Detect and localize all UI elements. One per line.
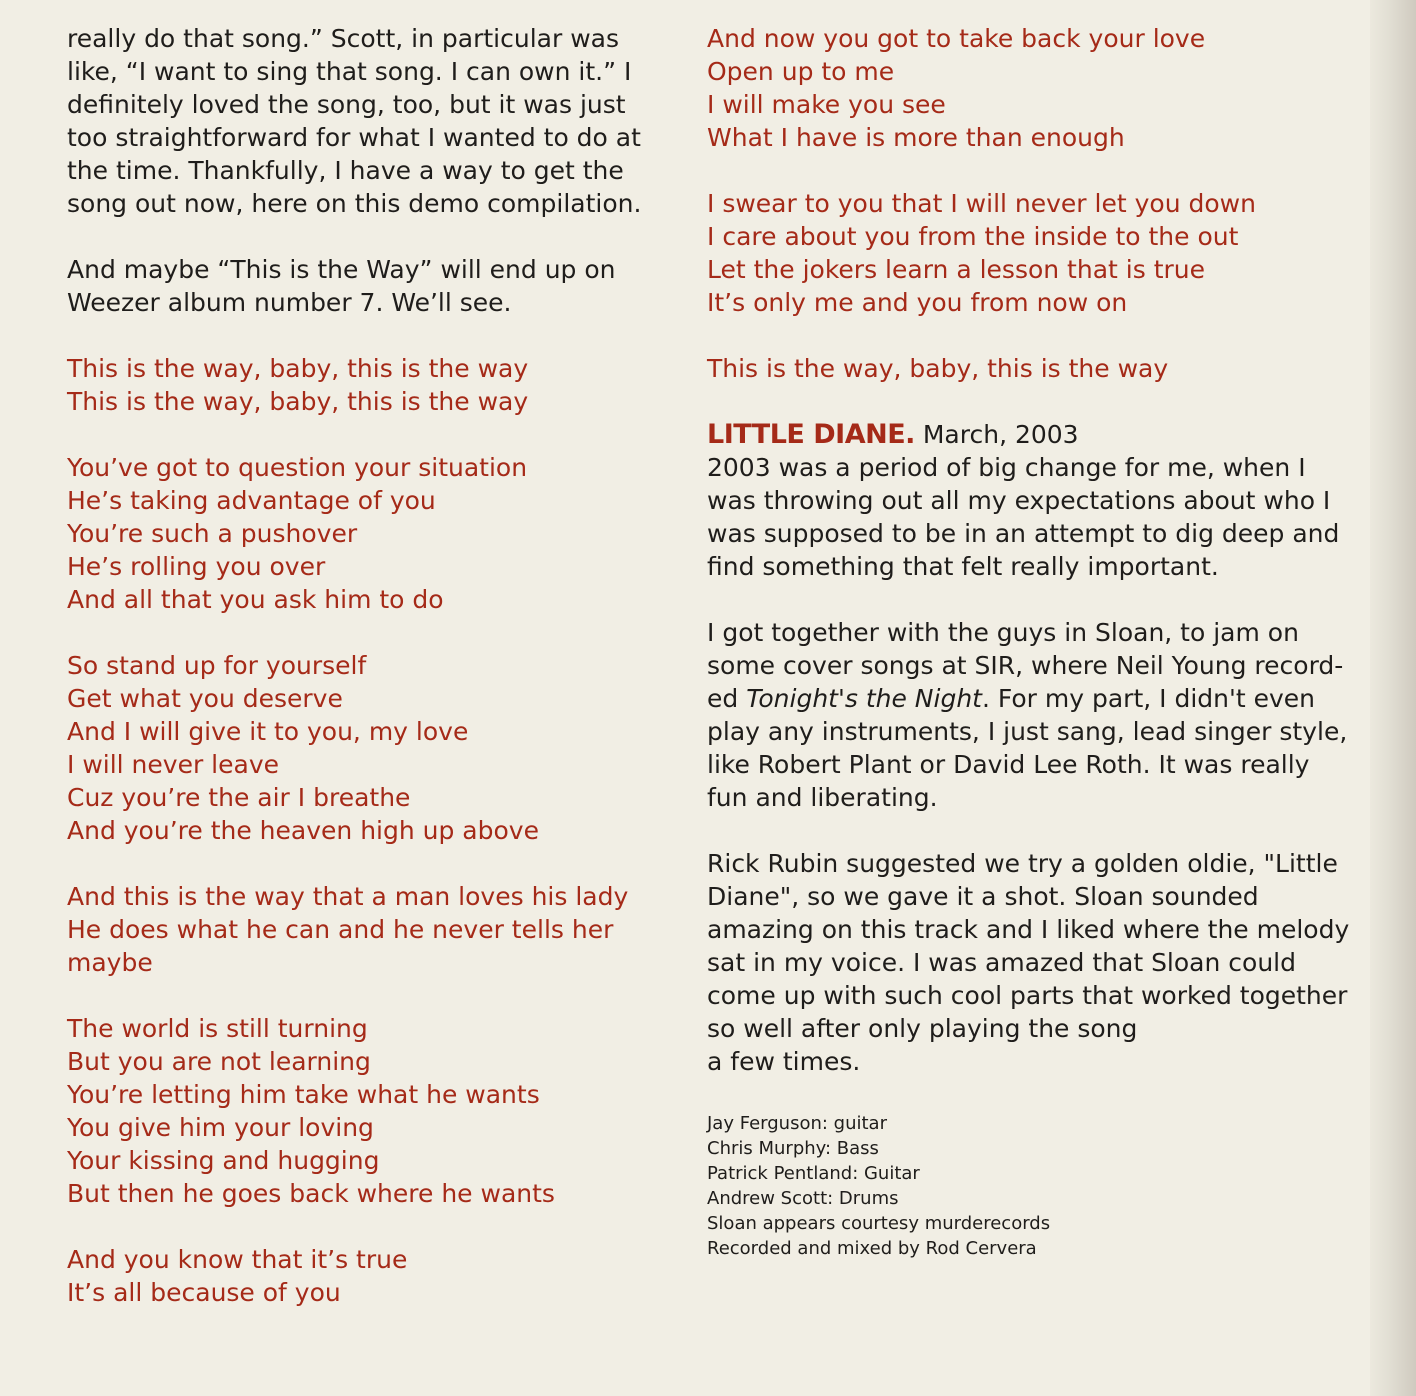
- section-paragraph-3: [707, 847, 1357, 1078]
- lyric-line: And this is the way that a man loves his lady: [67, 882, 629, 911]
- lyric-line: Get what you deserve: [67, 684, 343, 713]
- credit-line: Andrew Scott: Drums: [707, 1188, 899, 1209]
- lyric-line: And you know that it’s true: [67, 1245, 408, 1274]
- text-line: amazing on this track and I liked where the melody: [707, 915, 1350, 944]
- lyric-stanza-verse-2: [67, 1012, 667, 1210]
- lyric-line: What I have is more than enough: [707, 123, 1125, 152]
- lyric-stanza-verse-1: [67, 451, 667, 616]
- lyric-line: It’s only me and you from now on: [707, 288, 1128, 317]
- lyric-line: Open up to me: [707, 57, 895, 86]
- text-line: Rick Rubin suggested we try a golden oldie, "Little: [707, 849, 1338, 878]
- text-line: I got together with the guys in Sloan, to jam on: [707, 618, 1299, 647]
- text-line: a few times.: [707, 1047, 861, 1076]
- lyric-line: This is the way, baby, this is the way: [67, 354, 529, 383]
- text-line: song out now, here on this demo compilation.: [67, 189, 642, 218]
- text-line: definitely loved the song, too, but it was just: [67, 90, 626, 119]
- section-date: March, 2003: [922, 420, 1079, 449]
- text-line: Weezer album number 7. We’ll see.: [67, 288, 512, 317]
- text-line: really do that song.” Scott, in particular was: [67, 24, 620, 53]
- page-fold-edge: [1370, 0, 1416, 1396]
- text-line: 2003 was a period of big change for me, when I: [707, 453, 1306, 482]
- lyric-line: The world is still turning: [67, 1014, 368, 1043]
- lyric-line: I will make you see: [707, 90, 946, 119]
- text-line: was supposed to be in an attempt to dig deep and: [707, 519, 1340, 548]
- left-column: [67, 22, 667, 1342]
- section-paragraph-2: [707, 616, 1357, 814]
- lyric-stanza-right-2: [707, 187, 1357, 319]
- section-heading: [707, 418, 1357, 451]
- text-fragment: ed: [707, 684, 747, 713]
- lyric-line: But then he goes back where he wants: [67, 1179, 555, 1208]
- lyric-line: Your kissing and hugging: [67, 1146, 380, 1175]
- right-column: [707, 22, 1357, 1261]
- credit-line: Chris Murphy: Bass: [707, 1138, 879, 1159]
- little-diane-section: [707, 418, 1357, 1261]
- text-line: [707, 682, 1357, 715]
- lyric-stanza-right-3: [707, 352, 1357, 385]
- text-line: come up with such cool parts that worked together: [707, 981, 1348, 1010]
- section-paragraph-1: [707, 451, 1357, 583]
- lyric-stanza-pre-chorus: [67, 649, 667, 847]
- text-line: like, “I want to sing that song. I can own it.” I: [67, 57, 632, 86]
- credits-list: [707, 1111, 1357, 1261]
- lyric-stanza-chorus: [67, 352, 667, 418]
- lyric-line: I care about you from the inside to the out: [707, 222, 1239, 251]
- lyric-line: Cuz you’re the air I breathe: [67, 783, 411, 812]
- lyric-line: You’re letting him take what he wants: [67, 1080, 540, 1109]
- intro-paragraph-1: [67, 22, 667, 220]
- lyric-line: And now you got to take back your love: [707, 24, 1206, 53]
- text-line: like Robert Plant or David Lee Roth. It was really: [707, 750, 1310, 779]
- lyric-line: And you’re the heaven high up above: [67, 816, 539, 845]
- credit-line: Patrick Pentland: Guitar: [707, 1163, 920, 1184]
- lyric-line: This is the way, baby, this is the way: [707, 354, 1169, 383]
- lyric-line: He does what he can and he never tells her: [67, 915, 614, 944]
- text-line: the time. Thankfully, I have a way to get the: [67, 156, 624, 185]
- album-title: Tonight's the Night: [746, 684, 982, 713]
- text-line: Diane", so we gave it a shot. Sloan sounded: [707, 882, 1259, 911]
- lyric-line: You’re such a pushover: [67, 519, 358, 548]
- lyric-line: He’s rolling you over: [67, 552, 326, 581]
- lyric-line: You give him your loving: [67, 1113, 374, 1142]
- lyric-line: And I will give it to you, my love: [67, 717, 469, 746]
- lyric-line: maybe: [67, 948, 153, 977]
- credit-line: Sloan appears courtesy murderecords: [707, 1213, 1051, 1234]
- section-title: LITTLE DIANE.: [707, 419, 915, 450]
- lyric-line: And all that you ask him to do: [67, 585, 444, 614]
- intro-paragraph-2: [67, 253, 667, 319]
- lyric-stanza-right-1: [707, 22, 1357, 154]
- text-line: some cover songs at SIR, where Neil Young record-: [707, 651, 1344, 680]
- text-line: And maybe “This is the Way” will end up on: [67, 255, 616, 284]
- text-line: too straightforward for what I wanted to do at: [67, 123, 641, 152]
- lyric-line: Let the jokers learn a lesson that is true: [707, 255, 1205, 284]
- lyric-line: But you are not learning: [67, 1047, 371, 1076]
- lyric-line: I will never leave: [67, 750, 279, 779]
- text-line: find something that felt really important.: [707, 552, 1219, 581]
- credit-line: Recorded and mixed by Rod Cervera: [707, 1238, 1037, 1259]
- text-line: play any instruments, I just sang, lead singer style,: [707, 717, 1348, 746]
- text-line: fun and liberating.: [707, 783, 938, 812]
- lyric-stanza-bridge: [67, 880, 667, 979]
- text-line: so well after only playing the song: [707, 1014, 1138, 1043]
- lyric-line: I swear to you that I will never let you down: [707, 189, 1256, 218]
- lyric-line: So stand up for yourself: [67, 651, 367, 680]
- credit-line: Jay Ferguson: guitar: [707, 1113, 887, 1134]
- text-line: sat in my voice. I was amazed that Sloan could: [707, 948, 1296, 977]
- lyric-line: He’s taking advantage of you: [67, 486, 436, 515]
- text-line: was throwing out all my expectations about who I: [707, 486, 1331, 515]
- lyric-line: It’s all because of you: [67, 1278, 341, 1307]
- lyric-line: This is the way, baby, this is the way: [67, 387, 529, 416]
- lyric-line: You’ve got to question your situation: [67, 453, 528, 482]
- text-fragment: . For my part, I didn't even: [981, 684, 1316, 713]
- lyric-stanza-tag: [67, 1243, 667, 1309]
